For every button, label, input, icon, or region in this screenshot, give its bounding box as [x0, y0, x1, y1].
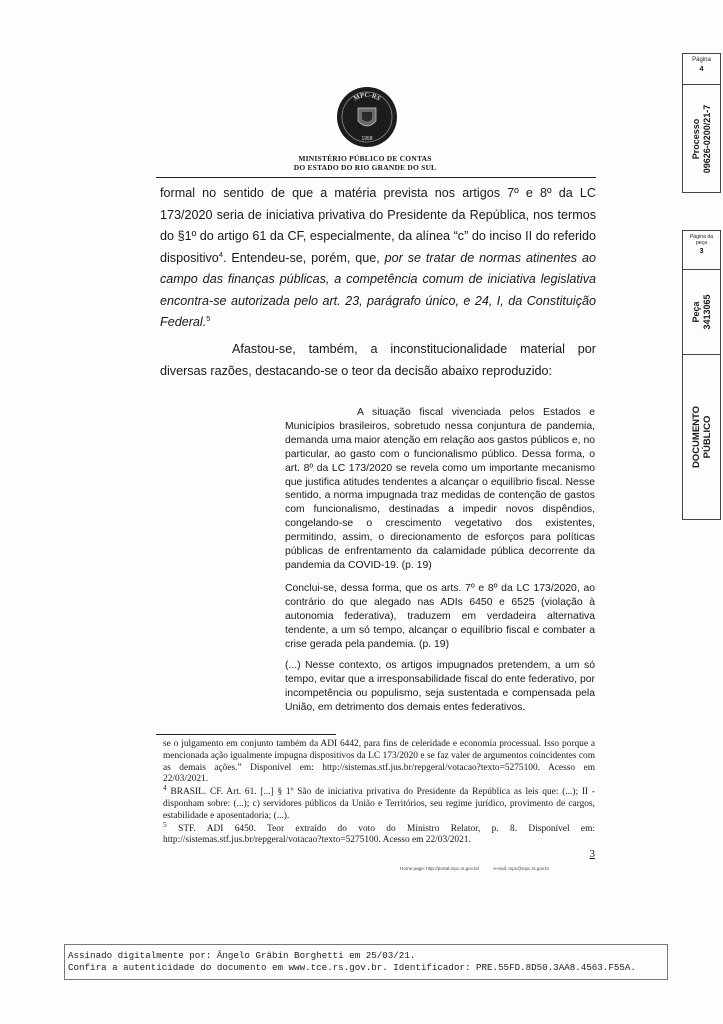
- document-stamp: [682, 230, 721, 520]
- contact-line: [400, 866, 596, 871]
- footnote-ref-4: 4: [218, 249, 223, 259]
- body-paragraph-1: [160, 183, 596, 334]
- footnote-continuation: se o julgamento em conjunto também da ADI 6442, para fins de celeridade e economia processual. Isso porque a mencionada ação igualmente impugna dispositivos da LC 173/2020 e se faz valer de argumentos coincidentes com as demais ações.” Disponível em: http://sistemas.stf.jus.br/repgeral/votacao?texto=5275100. Acesso em 22/03/2021.: [163, 739, 595, 785]
- footnotes: [163, 739, 595, 847]
- signature-line-2: Confira a autenticidade do documento em www.tce.rs.gov.br. Identificador: PRE.55FD.8D50.3AA8.4563.F55A.: [68, 962, 636, 973]
- organization-header: [250, 154, 480, 172]
- paragraph1-text-a: formal no sentido de que a matéria prevista nos artigos 7º e 8º da LC 173/2020 seria de iniciativa privativa do Presidente da República, nos termos do §1º do artigo 61 da CF, especialmente, da alínea “c” do inciso II do referido dispositivo: [160, 186, 596, 265]
- email-link[interactable]: e-mail: mpc@mpc.rs.gov.br: [493, 866, 550, 871]
- paragraph1-text-b: . Entendeu-se, porém, que,: [222, 250, 385, 265]
- home-page-link[interactable]: Home page: http://portal.mpc.rs.gov.br/: [400, 866, 480, 871]
- org-name-line1: MINISTÉRIO PÚBLICO DE CONTAS: [298, 154, 432, 163]
- seal-text: MPC-RS: [352, 91, 382, 103]
- piece-page-label-1: Página da: [689, 234, 714, 240]
- page-label: Página: [692, 57, 711, 63]
- digital-signature-box: [64, 944, 668, 980]
- piece-page-value: 3: [699, 246, 704, 255]
- public-label: PÚBLICO: [701, 415, 713, 459]
- quote-paragraph-1: A situação fiscal vivenciada pelos Estados e Municípios brasileiros, sobretudo nessa conjuntura de pandemia, demanda uma maior atenção em relação aos gastos públicos e, no particular, ao gasto com o funcionalismo público. Dessa forma, o art. 8º da LC 173/2020 se revela como um importante mecanismo que justifica atitudes tendentes a alcançar o equilíbrio fiscal. Nesse sentido, a norma impugnada traz medidas de contenção de gastos com funcionalismo, destinadas a impedir novos dispêndios, congelando-se o crescimento vegetativo dos existentes, permitindo, assim, o direcionamento de esforços para políticas públicas de enfrentamento da calamidade pública decorrente da pandemia da COVID-19. (p. 19): [285, 407, 595, 571]
- process-stamp: [682, 53, 721, 193]
- mpc-rs-seal: [336, 86, 398, 148]
- footnote-5-text: STF. ADI 6450. Teor extraído do voto do Ministro Relator, p. 8. Disponível em: http://sistemas.stf.jus.br/repgeral/votacao?texto=5275100. Acesso em 22/03/2021.: [163, 823, 595, 846]
- footnote-5-mark: 5: [163, 819, 167, 829]
- org-name-line2: DO ESTADO DO RIO GRANDE DO SUL: [293, 163, 437, 172]
- paragraph1-italic: por se tratar de normas atinentes ao campo das finanças públicas, a competência comum de iniciativa legislativa encontra-se autorizada pelo art. 23, parágrafo único, e 24, I, da Constituição Federal.: [160, 250, 596, 329]
- quote-paragraph-2: Conclui-se, dessa forma, que os arts. 7º e 8º da LC 173/2020, ao contrário do que alegado nas ADIs 6450 e 6525 (violação à autonomia federativa), traduzem em verdadeira alternativa tendente, a um só tempo, alcançar o equilíbrio fiscal e combater a crise gerada pela pandemia. (p. 19): [285, 583, 595, 650]
- seal-year: 1958: [361, 136, 373, 142]
- page-value: 4: [699, 64, 704, 73]
- piece-number: 3413065: [701, 294, 712, 330]
- signature-line-1: Assinado digitalmente por: Ângelo Gräbin Borghetti em 25/03/21.: [68, 950, 416, 961]
- footnote-4-mark: 4: [163, 783, 167, 793]
- document-label: DOCUMENTO: [690, 405, 702, 469]
- process-label: Processo: [690, 118, 701, 159]
- process-number: 09626-0200/21-7: [701, 104, 712, 173]
- footnote-divider: [156, 734, 336, 735]
- header-divider: [156, 177, 596, 178]
- page-number: 3: [589, 848, 595, 860]
- quote-paragraph-3: (...) Nesse contexto, os artigos impugnados pretendem, a um só tempo, evitar que a irresponsabilidade fiscal do ente federativo, por incompetência ou populismo, seja sustentada e compensada pela União, em detrimento dos demais entes federativos.: [285, 660, 595, 713]
- footnote-4: [163, 783, 595, 822]
- piece-page-label-2: peça: [695, 240, 708, 246]
- body-paragraph-2: Afastou-se, também, a inconstitucionalidade material por diversas razões, destacando-se o teor da decisão abaixo reproduzido:: [160, 342, 596, 378]
- footnote-ref-5: 5: [206, 313, 211, 323]
- footnote-4-text: BRASIL. CF. Art. 61. [...] § 1º São de iniciativa privativa do Presidente da República as leis que: (...); II - disponham sobre: (...); c) servidores públicos da União e Territórios, seu regime jurídico, provimento de cargos, estabilidade e aposentadoria; (...).: [163, 787, 595, 821]
- footnote-5: [163, 819, 595, 848]
- piece-label: Peça: [690, 301, 701, 323]
